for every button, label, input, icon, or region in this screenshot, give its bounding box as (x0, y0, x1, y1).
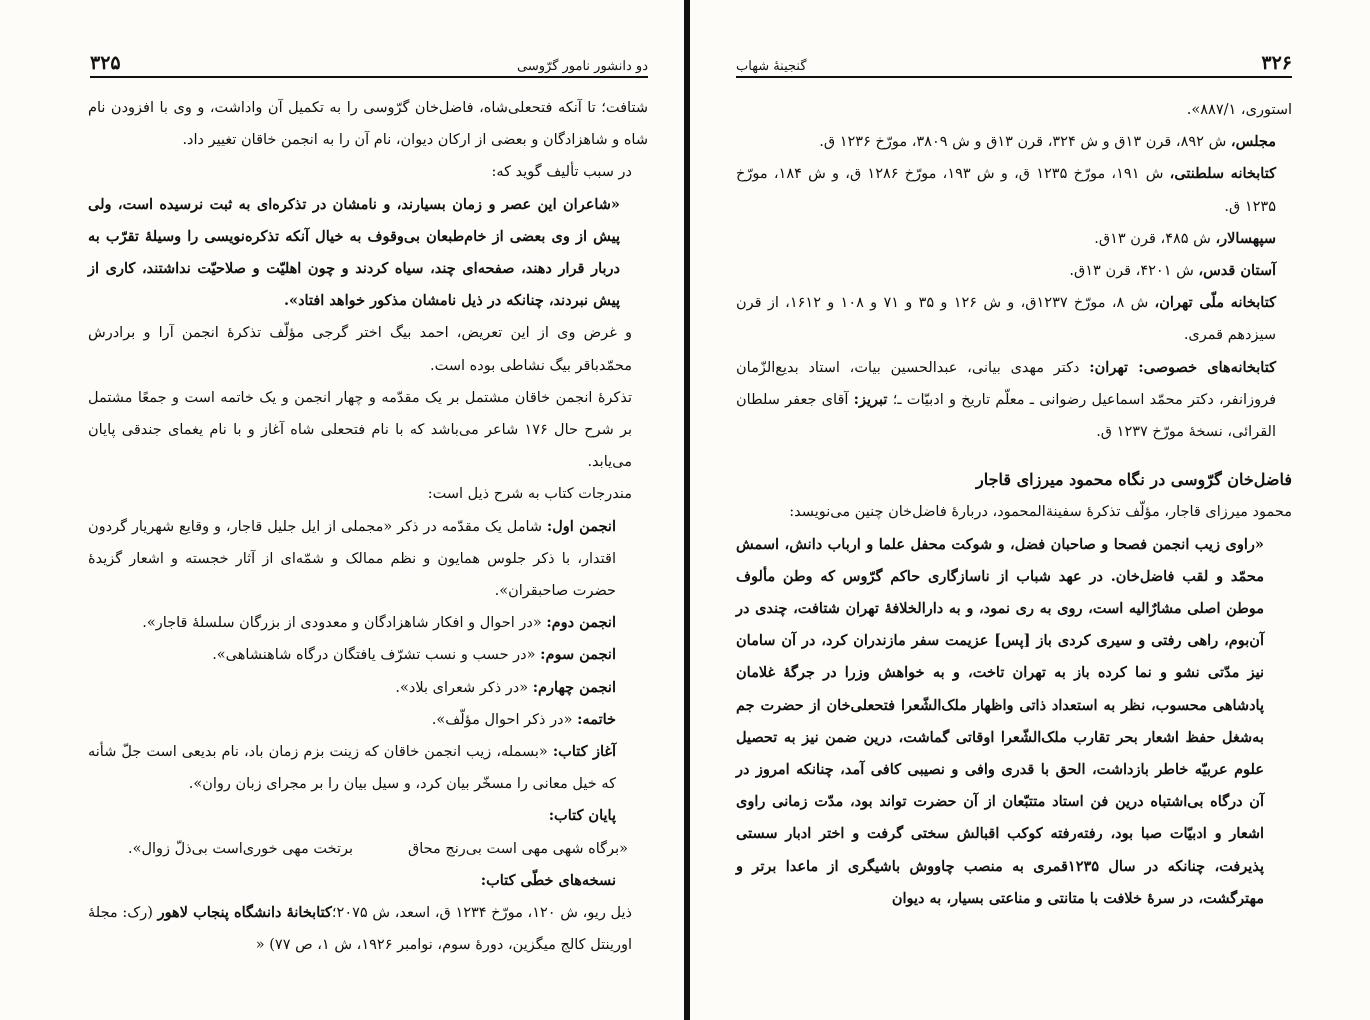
section-text: «در حسب و نسب تشرّف یافتگان درگاه شاهنشاهی». (212, 647, 536, 664)
section-item (88, 511, 648, 608)
manuscript-entry (736, 158, 1292, 222)
manuscripts-text: (رک: مجلهٔ اورینتل کالج میگزین، دورهٔ سوم، نوامبر ۱۹۲۶، ش ۱، ص ۷۷) « (88, 905, 632, 954)
entry-text: ش ۸، مورّخ ۱۲۳۷ق، و ش ۱۲۶ و ۳۵ و ۷۱ و ۱۰۸ و ۱۶۱۲، از قرن سیزدهم قمری. (736, 295, 1276, 344)
left-page-header (90, 50, 648, 74)
manuscripts-list (88, 897, 648, 961)
left-page-body (88, 92, 648, 961)
left-page (0, 0, 684, 1020)
verse-hemistich-1: «برگاه شهی مهی است بی‌رنج محاق (407, 840, 628, 857)
left-running-head: دو دانشور نامور گرّوسی (517, 59, 648, 74)
section-item (88, 736, 648, 800)
section-text: «در احوال و افکار شاهزادگان و معدودی از بزرگان سلسلهٔ قاجار». (142, 615, 542, 632)
section-text: «در ذکر احوال مؤلّف». (431, 711, 573, 728)
manuscripts-library: کتابخانهٔ دانشگاه پنجاب لاهور (157, 904, 332, 922)
left-header-rule (90, 76, 648, 78)
right-page-number: ۳۲۶ (1261, 52, 1292, 74)
section-title: فاضل‌خان گرّوسی در نگاه محمود میرزای قاجار (976, 470, 1292, 490)
section-label: خاتمه: (577, 710, 616, 728)
block-quote: «راوی زیب انجمن فصحا و صاحبان فضل، و شوکت محفل علما و ارباب دانش، اسمش محمّد و لقب فاضل‌خان. در عهد شباب از ناسازگاری حاکم گرّوس که وطن مألوف موطن اصلی مشارٌالیه است، روی به ری نمود، و به دارالخلافهٔ تهران شتافت، چندی در آن‌بوم، راهی رفتی و سیری کردی باز [پس] عزیمت سفر مازندران کرد، در آن سامان نیز مدّتی نشو و نما کرده باز به تهران تاخت، و به خواهش وزرا در جرگهٔ غلامان پادشاهی محسوب، نظر به استعداد ذاتی واظهار ملک‌الشّعرا فتحعلی‌خان از حضرت جم به‌شغل حفظ اشعار بحر تقارب ملک‌الشّعرا اوقاتی گماشت، درین ضمن نیز به تحصیل علوم عربیّه خاطر بازداشت، الحق با قدری وافی و نصیبی کافی آمد، چنانکه امروز در آن درگاه بی‌اشتباه درین فن استاد متتبّعان از آن حضرت تواند بود، مدّت زمانی راوی اشعار و ادبیّات صبا بود، رفته‌رفته کوکب اقبالش سختی گرفت و اختر ادبار سستی پذیرفت، چنانکه در سال ۱۲۳۵قمری به منصب چاووش باشیگری از ماعدا برتر و مهترگشت، در سرهٔ خلافت با متانتی و مناعتی بسیار، به دیوان (736, 535, 1264, 907)
entry-label: تبریز: (853, 390, 888, 408)
right-page-header (736, 50, 1292, 74)
section-label: انجمن چهارم: (532, 678, 616, 696)
section-text: «بسمله، زیب انجمن خاقان که زینت بزم زمان باد، نام بدیعی است جلّ شأنه که خیل معانی را مسخّر بیان کرد، و سیل بیان را بر مجرای زبان روان». (88, 744, 616, 793)
section-label: آغاز کتاب: (552, 743, 617, 761)
section-item (88, 607, 648, 639)
entry-text: ش ۴۲۰۱، قرن ۱۳ق. (1069, 263, 1194, 280)
section-label: پایان کتاب: (548, 807, 616, 825)
right-header-rule (736, 76, 1292, 78)
entry-text: آقای جعفر سلطان القرائی، نسخهٔ مورّخ ۱۲۳۷ ق. (736, 391, 1276, 441)
section-label: انجمن اول: (546, 517, 616, 535)
manuscript-entry (736, 223, 1292, 255)
paragraph: استوری، ۸۸۷/۱». (1186, 102, 1292, 118)
section-label: انجمن دوم: (546, 614, 616, 632)
paragraph: شتافت؛ تا آنکه فتحعلی‌شاه، فاضل‌خان گرّوسی را به تکمیل آن واداشت، و وی با افزودن نام شاه و شاهزادگان و بعضی از ارکان دیوان، نام آن را به انجمن خاقان تغییر داد. (88, 100, 648, 149)
right-running-head: گنجینهٔ شهاب (736, 59, 807, 74)
paragraph: در سبب تألیف گوید که: (491, 164, 632, 181)
manuscripts-text: ذیل ریو، ش ۱۲۰، مورّخ ۱۲۳۴ ق، اسعد، ش ۲۰۷۵؛ (331, 905, 632, 922)
entry-text: ش ۸۹۲، قرن ۱۳ق و ش ۳۲۴، قرن ۱۳ق و ش ۳۸۰۹، مورّخ ۱۲۳۶ ق. (819, 134, 1227, 151)
manuscript-entry (736, 287, 1292, 351)
verse-hemistich-2: برتخت مهی خوری‌است بی‌ذلّ زوال». (128, 840, 354, 857)
manuscript-entry (736, 126, 1292, 158)
verse-line (88, 833, 648, 865)
paragraph: و غرض وی از این تعریض، احمد بیگ اختر گرجی مؤلّف تذکرهٔ انجمن آرا و برادرش محمّدباقر بیگ نشاطی بوده است. (88, 325, 632, 374)
entry-text: ش ۱۹۱، مورّخ ۱۲۳۵ ق، و ش ۱۹۳، مورّخ ۱۲۸۶ ق، و ش ۱۸۴، مورّخ ۱۲۳۵ ق. (736, 166, 1276, 215)
section-item (88, 639, 648, 671)
section-text: «در ذکر شعرای بلاد». (395, 679, 529, 696)
manuscript-entry (736, 255, 1292, 287)
right-page-body (736, 94, 1292, 915)
section-text: شامل یک مقدّمه در ذکر «مجملی از ایل جلیل قاجار، و وقایع شهریار گردون اقتدار، با ذکر جلوس همایون و نظم ممالک و شمّه‌ای از آثار خجسته و اشعار گزیدهٔ حضرت صاحبقران». (88, 518, 616, 600)
entry-label: آستان قدس، (1198, 262, 1276, 280)
right-page (690, 0, 1370, 1020)
section-label: نسخه‌های خطّی کتاب: (480, 871, 616, 889)
entry-label: کتابخانه ملّی تهران، (1154, 294, 1277, 312)
section-item (88, 672, 648, 704)
entry-label: مجلس، (1230, 133, 1276, 151)
entry-label: کتابخانه‌های خصوصی: تهران: (1089, 358, 1276, 376)
entry-text: ش ۴۸۵، قرن ۱۳ق. (1094, 230, 1211, 247)
entry-label: سپهسالار، (1215, 229, 1276, 247)
section-item (88, 704, 648, 736)
block-quote: «شاعران این عصر و زمان بسیارند، و نامشان در تذکره‌ای به ثبت نرسیده است، ولی پیش از وی بعضی از خام‌طبعان بی‌وقوف به خیال آنکه تذکره‌نویسی را وسیلهٔ تقرّب به دربار قرار دهند، صفحه‌ای چند، سیاه کردند و چون اهلیّت و صلاحیّت نداشتند، کاری از پیش نبردند، چنانکه در ذیل نامشان مذکور خواهد افتاد». (88, 195, 620, 310)
section-label: انجمن سوم: (540, 646, 616, 664)
manuscript-entry (736, 352, 1292, 449)
entry-text: دکتر مهدی بیانی، عبدالحسین بیات، استاد بدیع‌الزّمان فروزانفر، دکتر محمّد اسماعیل رضوانی ـ معلّم تاریخ و ادبیّات ـ؛ (736, 359, 1277, 408)
entry-label: کتابخانه سلطنتی، (1169, 165, 1276, 183)
left-page-number: ۳۲۵ (90, 52, 121, 74)
paragraph: مندرجات کتاب به شرح ذیل است: (427, 486, 632, 503)
paragraph: محمود میرزای قاجار، مؤلّف تذکرهٔ سفینة‌المحمود، دربارهٔ فاضل‌خان چنین می‌نویسد: (789, 504, 1292, 521)
paragraph: تذکرهٔ انجمن خاقان مشتمل بر یک مقدّمه و چهار انجمن و یک خاتمه است و جمعًا مشتمل بر شرح حال ۱۷۶ شاعر می‌باشد که با نام فتحعلی شاه آغاز و با نام یغمای جندقی پایان می‌یابد. (88, 389, 632, 471)
